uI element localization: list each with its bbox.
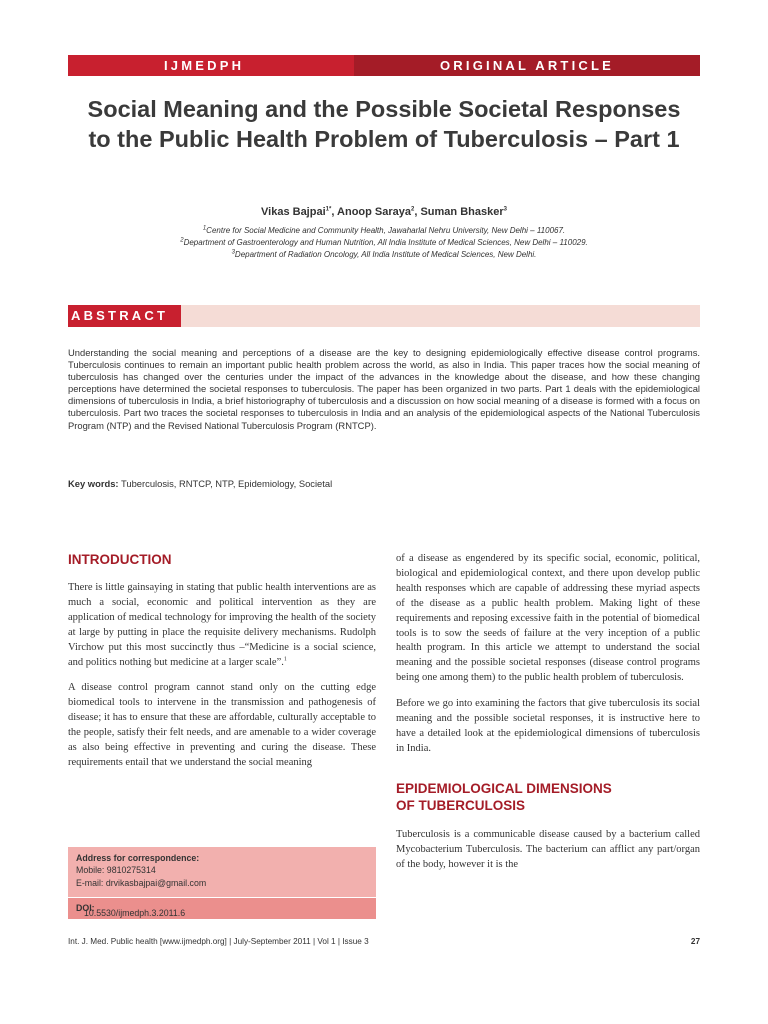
author-name: Suman Bhasker (420, 206, 504, 218)
paragraph: There is little gainsaying in stating that public health interventions are as much a social, economic and political intervention as they are application of medical technology for improving the health of the society at large by putting in place the requisite delivery mechanisms. Rudolph Virchow put this most succinctly thus –“Medicine is a social science, and politics nothing but medicine at a larger scale”.$^1$ (68, 582, 376, 668)
doi-bar (68, 897, 376, 919)
author-name: Anoop Saraya (337, 206, 411, 218)
author-sup: 2 (411, 206, 415, 213)
keywords-list: Tuberculosis, RNTCP, NTP, Epidemiology, Societal (120, 478, 333, 489)
right-column (396, 552, 700, 873)
author-sup: 1* (325, 206, 332, 213)
left-column (68, 552, 376, 771)
correspondence-heading: Address for correspondence: (76, 853, 200, 863)
author-name: Vikas Bajpai (261, 206, 326, 218)
affiliation: $^1$Centre for Social Medicine and Community Health, Jawaharlal Nehru University, New Delhi – 110067. (202, 225, 566, 235)
keywords (68, 478, 700, 489)
affiliation: $^2$Department of Gastroenterology and Human Nutrition, All India Institute of Medical Sciences, New Delhi – 110029. (180, 237, 588, 247)
reference-mark: 1 (283, 656, 287, 663)
introduction-heading: INTRODUCTION (68, 552, 172, 567)
author-list: Vikas Bajpai$^{1*}$, Anoop Saraya$^2$, Suman Bhasker$^3$ (261, 206, 507, 218)
affiliation: $^3$Department of Radiation Oncology, All India Institute of Medical Sciences, New Delhi. (231, 249, 537, 259)
doi-label: DOI: (76, 903, 95, 913)
article-title: Social Meaning and the Possible Societal Responses to the Public Health Problem of Tuberculosis – Part 1 (87, 96, 681, 152)
paragraph: Before we go into examining the factors that give tuberculosis its social meaning and the possible societal responses, it is instructive here to have a detailed look at the epidemiological dimensions of tuberculosis in India. (396, 698, 700, 754)
keywords-label: Key words: (68, 478, 119, 489)
correspondence-email: E-mail: drvikasbajpai@gmail.com (76, 877, 207, 888)
page-footer (68, 937, 700, 946)
epidemiology-heading: EPIDEMIOLOGICAL DIMENSIONS OF TUBERCULOSIS (396, 780, 612, 813)
page-number: 27 (690, 937, 700, 946)
footer-citation: Int. J. Med. Public health [www.ijmedph.org] | July-September 2011 | Vol 1 | Issue 3 (68, 937, 369, 946)
author-sup: 3 (503, 206, 507, 213)
journal-banner (68, 55, 700, 76)
journal-name: IJMEDPH (68, 55, 354, 76)
doi-value: 10.5530/ijmedph.3.2011.6 (84, 908, 186, 918)
paragraph: of a disease as engendered by its specific social, economic, political, biological and epidemiological context, and there upon develop public health responses which are capable of addressing these myriad aspects of the disease as a public health problem. Making light of these requirements and reposing excessive faith in the potential of biomedical tools is to sow the seeds of failure at the very inception of a public health program. In this article we attempt to understand the social meaning and the possible societal responses (disease control programs being one among them) to the public health problem of tuberculosis. (396, 553, 700, 684)
correspondence-box (68, 847, 376, 918)
article-type: ORIGINAL ARTICLE (354, 55, 700, 76)
abstract-heading: ABSTRACT (68, 305, 181, 327)
correspondence-mobile: Mobile: 9810275314 (76, 865, 156, 876)
paragraph: A disease control program cannot stand only on the cutting edge biomedical tools to intervene in the transmission and pathogenesis of disease; it has to ensure that these are affordable, culturally acceptable to the people, satisfy their felt needs, and are amenable to a wider coverage as also being effective in preventing and curing the disease. These requirements entail that we understand the social meaning (68, 682, 376, 768)
paragraph: Tuberculosis is a communicable disease caused by a bacterium called Mycobacterium Tuberculosis. The bacterium can afflict any part/organ of the body, however it is the (396, 828, 700, 870)
abstract-text: Understanding the social meaning and perceptions of a disease are the key to designing epidemiologically effective disease control programs. Tuberculosis continues to remain an important public health problem across the world, as also in India. This paper traces how the social meaning of tuberculosis has changed over the centuries under the impact of the advances in the knowledge about the disease, and how these changing perceptions have determined the societal responses to tuberculosis. The paper has been organized in two parts. Part 1 deals with the epidemiological dimensions of tuberculosis in India, a brief historiography of tuberculosis and a discussion on how social meaning of a disease is formed with a focus on tuberculosis. Part two traces the societal responses to tuberculosis in India and an analysis of the epidemiological aspects of the National Tuberculosis Program (NTP) and the Revised National Tuberculosis Program (RNTCP). (68, 347, 700, 431)
